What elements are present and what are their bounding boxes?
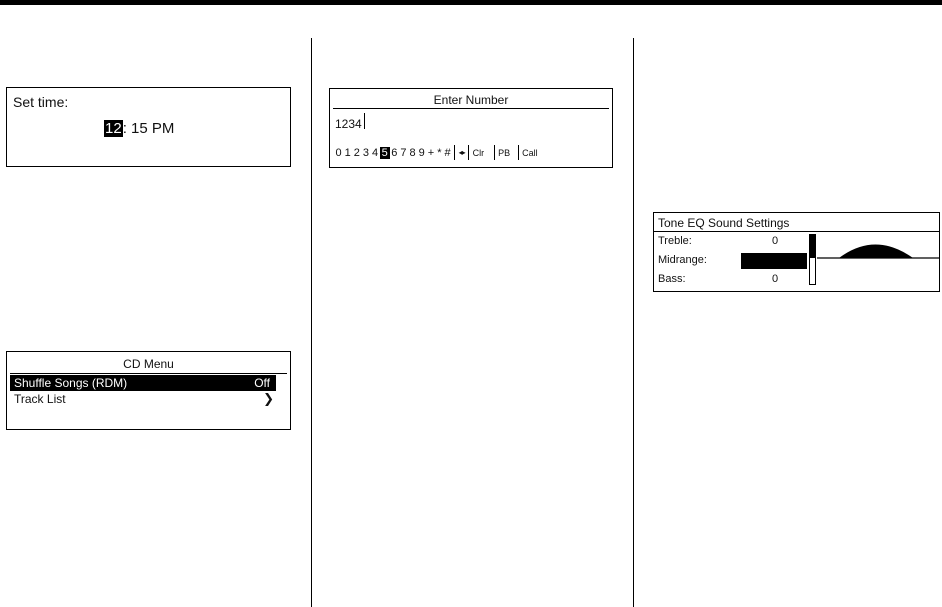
menu-item-label: Track List [14, 392, 66, 406]
key-7[interactable]: 7 [400, 146, 407, 159]
time-rest: : 15 PM [122, 120, 175, 137]
column-divider [311, 38, 312, 607]
key-plus[interactable]: + [427, 146, 435, 159]
title-divider [10, 373, 287, 374]
bass-label: Bass: [658, 273, 686, 285]
call-key[interactable]: Call [522, 147, 538, 158]
clear-key[interactable]: Clr [472, 147, 485, 158]
menu-item-label: Shuffle Songs (RDM) [14, 376, 128, 390]
key-separator [468, 145, 469, 160]
column-divider [633, 38, 634, 607]
menu-item-track-list[interactable] [10, 391, 276, 407]
tone-eq-panel [653, 212, 940, 292]
key-separator [494, 145, 495, 160]
bass-value: 0 [772, 273, 779, 285]
text-cursor [364, 113, 365, 129]
key-5-selected[interactable]: 5 [381, 146, 388, 159]
keypad-row [334, 145, 539, 160]
cursor-left-right-icon[interactable]: ◂▸ [458, 148, 465, 157]
top-rule [0, 0, 942, 5]
hour-field[interactable]: 12 [105, 120, 122, 137]
key-8[interactable]: 8 [409, 146, 416, 159]
key-2[interactable]: 2 [353, 146, 360, 159]
enter-number-panel [329, 88, 613, 168]
enter-number-title: Enter Number [433, 93, 509, 107]
scrollbar-thumb[interactable] [810, 235, 815, 258]
midrange-selection-bar[interactable] [741, 253, 807, 269]
title-divider [333, 108, 609, 109]
number-entry[interactable]: 1234 [335, 117, 362, 131]
key-6[interactable]: 6 [391, 146, 398, 159]
key-1[interactable]: 1 [344, 146, 351, 159]
key-hash[interactable]: # [444, 146, 451, 159]
midrange-label: Midrange: [658, 254, 707, 266]
key-separator [518, 145, 519, 160]
time-display [104, 120, 174, 137]
scrollbar[interactable] [809, 234, 816, 285]
key-9[interactable]: 9 [418, 146, 425, 159]
menu-item-shuffle[interactable] [10, 375, 276, 391]
key-star[interactable]: * [437, 146, 442, 159]
set-time-label: Set time: [13, 94, 69, 110]
key-separator [454, 145, 455, 160]
key-4[interactable]: 4 [372, 146, 379, 159]
key-3[interactable]: 3 [362, 146, 369, 159]
title-divider [654, 231, 939, 232]
eq-curve-icon [817, 233, 939, 263]
tone-eq-title: Tone EQ Sound Settings [658, 216, 790, 230]
cd-menu-title: CD Menu [123, 357, 174, 371]
chevron-right-icon: ❯ [263, 391, 274, 406]
treble-label: Treble: [658, 235, 692, 247]
treble-value: 0 [772, 235, 779, 247]
cd-menu-panel [6, 351, 291, 430]
key-0[interactable]: 0 [335, 146, 342, 159]
phonebook-key[interactable]: PB [498, 147, 511, 158]
menu-item-value: Off [254, 376, 270, 390]
set-time-panel [6, 87, 291, 167]
